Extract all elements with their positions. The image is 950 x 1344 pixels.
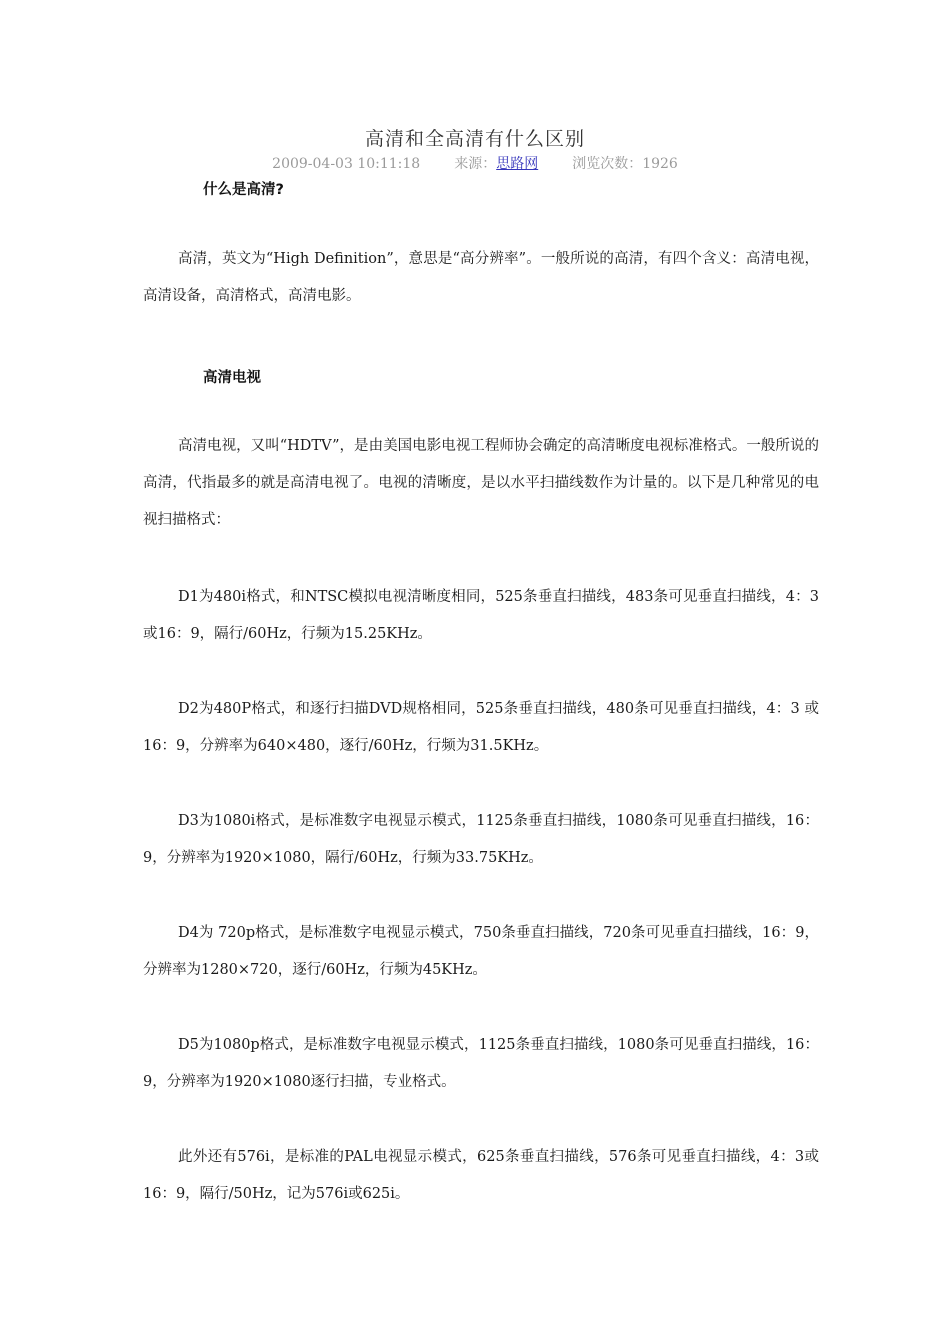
paragraph-pal: 此外还有576i，是标准的PAL电视显示模式，625条垂直扫描线，576条可见垂直扫描线，4：3或16：9，隔行/50Hz，记为576i或625i。 — [143, 1149, 819, 1202]
heading-what-is-hd: 什么是高清? — [203, 182, 284, 198]
paragraph-d1: D1为480i格式，和NTSC模拟电视清晰度相同，525条垂直扫描线，483条可见垂直扫描线，4：3 或16：9，隔行/60Hz，行频为15.25KHz。 — [143, 589, 819, 642]
view-count: 浏览次数：1926 — [572, 156, 678, 172]
heading-hdtv: 高清电视 — [203, 370, 261, 386]
source-link[interactable]: 思路网 — [496, 156, 539, 172]
paragraph-d4: D4为 720p格式，是标准数字电视显示模式，750条垂直扫描线，720条可见垂直扫描线，16：9，分辨率为1280×720，逐行/60Hz，行频为45KHz。 — [143, 925, 819, 978]
paragraph-intro: 高清，英文为“High Definition”，意思是“高分辨率”。一般所说的高清，有四个含义：高清电视，高清设备，高清格式，高清电影。 — [143, 251, 819, 304]
article-meta — [0, 153, 950, 173]
paragraph-d2: D2为480P格式，和逐行扫描DVD规格相同，525条垂直扫描线，480条可见垂直扫描线，4：3 或 16：9，分辨率为640×480，逐行/60Hz，行频为31.5KHz。 — [143, 701, 819, 754]
source-label: 来源： — [454, 156, 497, 172]
paragraph-d3: D3为1080i格式，是标准数字电视显示模式，1125条垂直扫描线，1080条可见垂直扫描线，16：9，分辨率为1920×1080，隔行/60Hz，行频为33.75KHz。 — [143, 813, 819, 866]
paragraph-hdtv: 高清电视，又叫“HDTV”，是由美国电影电视工程师协会确定的高清晰度电视标准格式。一般所说的高清，代指最多的就是高清电视了。电视的清晰度，是以水平扫描线数作为计量的。以下是几种常见的电视扫描格式： — [143, 438, 819, 528]
article-title: 高清和全高清有什么区别 — [364, 128, 585, 150]
article-date: 2009-04-03 10:11:18 — [272, 156, 421, 172]
paragraph-d5: D5为1080p格式，是标准数字电视显示模式，1125条垂直扫描线，1080条可见垂直扫描线，16：9，分辨率为1920×1080逐行扫描，专业格式。 — [143, 1037, 819, 1090]
